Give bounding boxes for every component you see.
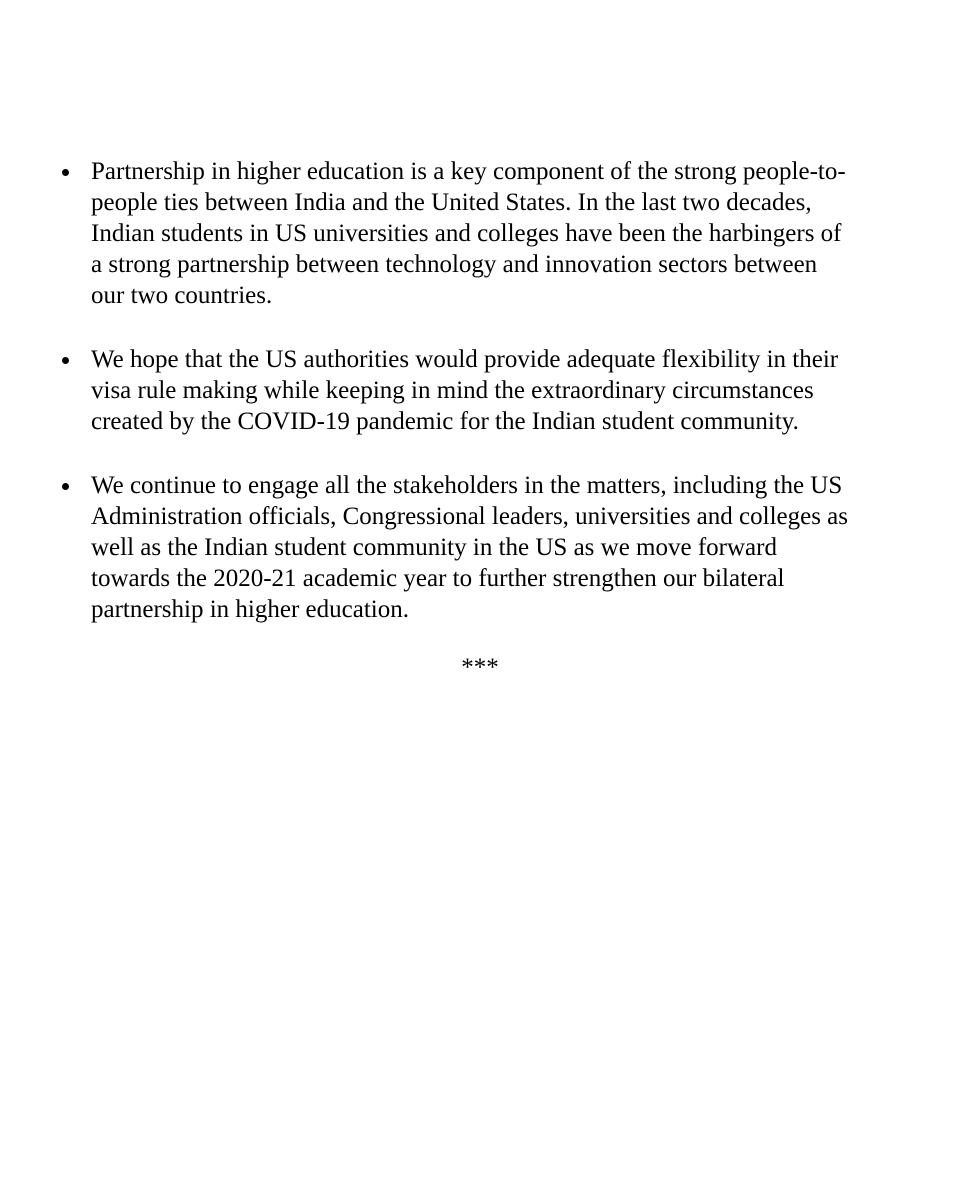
bullet-item-partnership — [62, 156, 912, 311]
text-line: people ties between India and the United States. In the last two decades, — [91, 189, 812, 216]
text-line: well as the Indian student community in the US as we move forward — [91, 534, 777, 561]
section-separator: *** — [461, 654, 499, 681]
bullet-item-stakeholders — [62, 470, 912, 625]
bullet-dot-icon — [62, 169, 69, 176]
text-line: our two countries. — [91, 282, 273, 309]
text-line: created by the COVID-19 pandemic for the Indian student community. — [91, 408, 799, 435]
bullet-paragraph — [91, 344, 912, 437]
text-line: Partnership in higher education is a key component of the strong people-to- — [91, 158, 846, 185]
text-line: towards the 2020-21 academic year to further strengthen our bilateral — [91, 565, 785, 592]
bullet-list — [62, 156, 912, 658]
text-line: We continue to engage all the stakeholders in the matters, including the US — [91, 472, 843, 499]
text-line: Administration officials, Congressional leaders, universities and colleges as — [91, 503, 849, 530]
bullet-dot-icon — [62, 483, 69, 490]
bullet-paragraph — [91, 156, 912, 311]
bullet-dot-icon — [62, 357, 69, 364]
bullet-paragraph — [91, 470, 912, 625]
text-line: partnership in higher education. — [91, 596, 409, 623]
text-line: We hope that the US authorities would provide adequate flexibility in their — [91, 346, 839, 373]
text-line: visa rule making while keeping in mind the extraordinary circumstances — [91, 377, 814, 404]
text-line: a strong partnership between technology and innovation sectors between — [91, 251, 818, 278]
bullet-item-visa-flexibility — [62, 344, 912, 437]
text-line: Indian students in US universities and colleges have been the harbingers of — [91, 220, 842, 247]
